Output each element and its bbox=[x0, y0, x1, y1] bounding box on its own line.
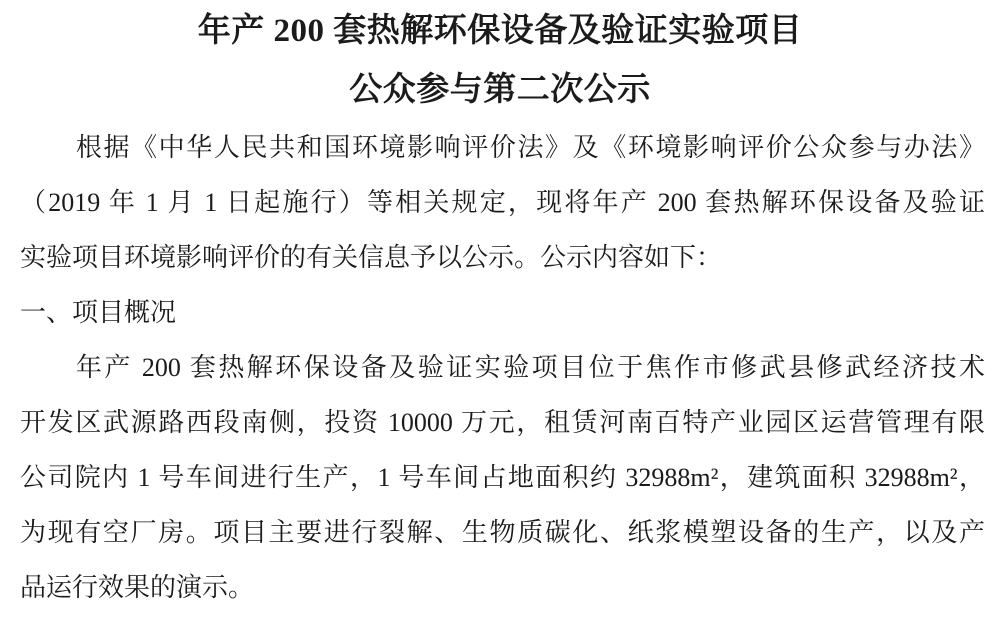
paragraph-line: 实验项目环境影响评价的有关信息予以公示。公示内容如下： bbox=[20, 243, 723, 272]
section-heading-project-overview: 一、项目概况 bbox=[20, 298, 177, 327]
paragraph-line: 品运行效果的演示。 bbox=[20, 573, 255, 602]
paragraph-line: 为现有空厂房。项目主要进行裂解、生物质碳化、纸浆模塑设备的生产，以及产 bbox=[20, 518, 985, 547]
paragraph-line: 公司院内 1 号车间进行生产，1 号车间占地面积约 32988m²，建筑面积 32988m²， bbox=[20, 463, 985, 492]
document-body bbox=[0, 120, 1000, 615]
paragraph-line: 年产 200 套热解环保设备及验证实验项目位于焦作市修武县修武经济技术 bbox=[75, 353, 985, 382]
paragraph-line: 开发区武源路西段南侧，投资 10000 万元，租赁河南百特产业园区运营管理有限 bbox=[20, 408, 985, 437]
document-title bbox=[0, 0, 1000, 120]
paragraph-intro bbox=[20, 120, 985, 285]
paragraph-project-overview bbox=[20, 340, 985, 615]
paragraph-line: （2019 年 1 月 1 日起施行）等相关规定，现将年产 200 套热解环保设备及验证 bbox=[20, 188, 985, 217]
title-line-1: 年产 200 套热解环保设备及验证实验项目 bbox=[197, 13, 803, 49]
paragraph-line: 根据《中华人民共和国环境影响评价法》及《环境影响评价公众参与办法》 bbox=[75, 133, 985, 162]
title-line-2: 公众参与第二次公示 bbox=[349, 72, 651, 108]
